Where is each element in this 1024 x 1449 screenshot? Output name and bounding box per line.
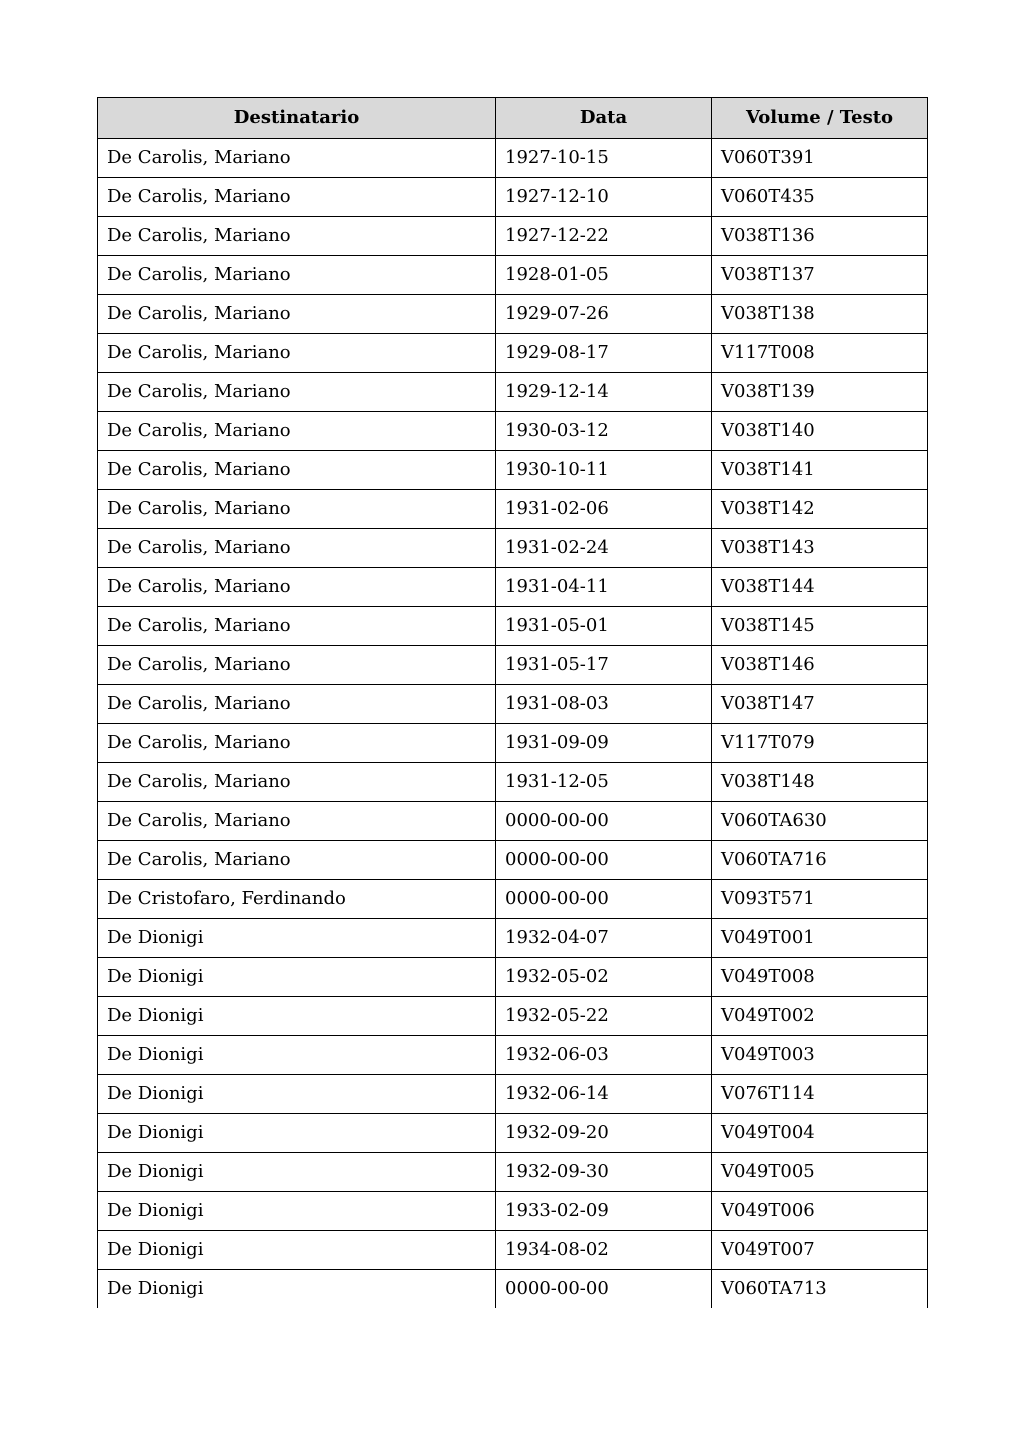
cell-destinatario: De Dionigi xyxy=(98,997,496,1036)
cell-destinatario: De Carolis, Mariano xyxy=(98,217,496,256)
table-body xyxy=(98,139,928,1309)
table-row xyxy=(98,451,928,490)
cell-volume-testo: V049T007 xyxy=(712,1231,928,1270)
cell-volume-testo: V038T142 xyxy=(712,490,928,529)
cell-destinatario: De Dionigi xyxy=(98,1114,496,1153)
cell-destinatario: De Carolis, Mariano xyxy=(98,763,496,802)
cell-volume-testo: V038T141 xyxy=(712,451,928,490)
cell-data: 1932-05-02 xyxy=(496,958,712,997)
cell-destinatario: De Carolis, Mariano xyxy=(98,802,496,841)
header-data: Data xyxy=(496,98,712,139)
cell-destinatario: De Dionigi xyxy=(98,1231,496,1270)
table-header xyxy=(98,98,928,139)
cell-volume-testo: V049T001 xyxy=(712,919,928,958)
cell-volume-testo: V038T138 xyxy=(712,295,928,334)
cell-volume-testo: V060T435 xyxy=(712,178,928,217)
header-volume-testo: Volume / Testo xyxy=(712,98,928,139)
table-row xyxy=(98,139,928,178)
cell-destinatario: De Carolis, Mariano xyxy=(98,256,496,295)
cell-destinatario: De Dionigi xyxy=(98,1192,496,1231)
cell-destinatario: De Dionigi xyxy=(98,1153,496,1192)
table-row xyxy=(98,1075,928,1114)
cell-volume-testo: V060TA713 xyxy=(712,1270,928,1309)
table-row xyxy=(98,256,928,295)
table-row xyxy=(98,646,928,685)
table-row xyxy=(98,685,928,724)
table-row xyxy=(98,1270,928,1309)
cell-data: 1932-09-30 xyxy=(496,1153,712,1192)
cell-data: 1934-08-02 xyxy=(496,1231,712,1270)
cell-volume-testo: V049T006 xyxy=(712,1192,928,1231)
cell-volume-testo: V049T002 xyxy=(712,997,928,1036)
cell-destinatario: De Carolis, Mariano xyxy=(98,334,496,373)
cell-data: 1928-01-05 xyxy=(496,256,712,295)
header-destinatario: Destinatario xyxy=(98,98,496,139)
cell-volume-testo: V038T140 xyxy=(712,412,928,451)
table-row xyxy=(98,1192,928,1231)
cell-data: 1929-12-14 xyxy=(496,373,712,412)
cell-destinatario: De Carolis, Mariano xyxy=(98,451,496,490)
cell-volume-testo: V038T137 xyxy=(712,256,928,295)
cell-data: 1930-10-11 xyxy=(496,451,712,490)
table-row xyxy=(98,919,928,958)
cell-volume-testo: V076T114 xyxy=(712,1075,928,1114)
cell-volume-testo: V049T003 xyxy=(712,1036,928,1075)
cell-data: 1927-12-22 xyxy=(496,217,712,256)
cell-data: 0000-00-00 xyxy=(496,1270,712,1309)
cell-data: 1929-07-26 xyxy=(496,295,712,334)
table-row xyxy=(98,295,928,334)
table-row xyxy=(98,724,928,763)
cell-volume-testo: V038T143 xyxy=(712,529,928,568)
cell-data: 1931-02-06 xyxy=(496,490,712,529)
cell-data: 1930-03-12 xyxy=(496,412,712,451)
table-row xyxy=(98,178,928,217)
cell-destinatario: De Dionigi xyxy=(98,1270,496,1309)
table-row xyxy=(98,841,928,880)
cell-data: 1932-06-14 xyxy=(496,1075,712,1114)
table-row xyxy=(98,607,928,646)
cell-data: 1931-09-09 xyxy=(496,724,712,763)
table-row xyxy=(98,1114,928,1153)
table-row xyxy=(98,1036,928,1075)
header-row xyxy=(98,98,928,139)
table-row xyxy=(98,802,928,841)
cell-data: 1931-02-24 xyxy=(496,529,712,568)
cell-destinatario: De Carolis, Mariano xyxy=(98,295,496,334)
cell-data: 0000-00-00 xyxy=(496,841,712,880)
cell-data: 1931-08-03 xyxy=(496,685,712,724)
cell-volume-testo: V038T146 xyxy=(712,646,928,685)
cell-data: 1931-12-05 xyxy=(496,763,712,802)
cell-destinatario: De Carolis, Mariano xyxy=(98,646,496,685)
cell-destinatario: De Carolis, Mariano xyxy=(98,841,496,880)
cell-destinatario: De Dionigi xyxy=(98,958,496,997)
cell-data: 1932-09-20 xyxy=(496,1114,712,1153)
cell-destinatario: De Carolis, Mariano xyxy=(98,529,496,568)
cell-destinatario: De Carolis, Mariano xyxy=(98,685,496,724)
cell-volume-testo: V049T005 xyxy=(712,1153,928,1192)
cell-destinatario: De Carolis, Mariano xyxy=(98,490,496,529)
table-row xyxy=(98,997,928,1036)
table-row xyxy=(98,334,928,373)
cell-data: 1931-05-17 xyxy=(496,646,712,685)
cell-destinatario: De Carolis, Mariano xyxy=(98,373,496,412)
cell-volume-testo: V038T145 xyxy=(712,607,928,646)
cell-data: 1929-08-17 xyxy=(496,334,712,373)
cell-data: 1927-10-15 xyxy=(496,139,712,178)
cell-data: 0000-00-00 xyxy=(496,802,712,841)
cell-destinatario: De Carolis, Mariano xyxy=(98,412,496,451)
cell-data: 1931-05-01 xyxy=(496,607,712,646)
cell-destinatario: De Carolis, Mariano xyxy=(98,139,496,178)
cell-destinatario: De Carolis, Mariano xyxy=(98,178,496,217)
table-row xyxy=(98,412,928,451)
cell-data: 1927-12-10 xyxy=(496,178,712,217)
table-row xyxy=(98,1231,928,1270)
cell-data: 1933-02-09 xyxy=(496,1192,712,1231)
cell-volume-testo: V038T147 xyxy=(712,685,928,724)
cell-data: 1932-05-22 xyxy=(496,997,712,1036)
cell-volume-testo: V038T148 xyxy=(712,763,928,802)
cell-volume-testo: V117T008 xyxy=(712,334,928,373)
cell-destinatario: De Carolis, Mariano xyxy=(98,724,496,763)
cell-volume-testo: V038T144 xyxy=(712,568,928,607)
cell-data: 1932-06-03 xyxy=(496,1036,712,1075)
cell-volume-testo: V049T004 xyxy=(712,1114,928,1153)
table-row xyxy=(98,880,928,919)
table-row xyxy=(98,958,928,997)
table-row xyxy=(98,490,928,529)
cell-volume-testo: V060TA716 xyxy=(712,841,928,880)
cell-data: 1932-04-07 xyxy=(496,919,712,958)
cell-destinatario: De Cristofaro, Ferdinando xyxy=(98,880,496,919)
cell-data: 1931-04-11 xyxy=(496,568,712,607)
table-row xyxy=(98,373,928,412)
letters-table xyxy=(97,97,928,1308)
cell-volume-testo: V093T571 xyxy=(712,880,928,919)
table-row xyxy=(98,763,928,802)
table-row xyxy=(98,529,928,568)
table-row xyxy=(98,1153,928,1192)
cell-volume-testo: V060TA630 xyxy=(712,802,928,841)
cell-destinatario: De Dionigi xyxy=(98,919,496,958)
table-row xyxy=(98,568,928,607)
cell-volume-testo: V038T139 xyxy=(712,373,928,412)
cell-volume-testo: V060T391 xyxy=(712,139,928,178)
cell-volume-testo: V117T079 xyxy=(712,724,928,763)
cell-destinatario: De Carolis, Mariano xyxy=(98,568,496,607)
cell-volume-testo: V049T008 xyxy=(712,958,928,997)
cell-volume-testo: V038T136 xyxy=(712,217,928,256)
cell-destinatario: De Dionigi xyxy=(98,1075,496,1114)
document-page xyxy=(97,97,927,1308)
cell-data: 0000-00-00 xyxy=(496,880,712,919)
table-row xyxy=(98,217,928,256)
cell-destinatario: De Dionigi xyxy=(98,1036,496,1075)
cell-destinatario: De Carolis, Mariano xyxy=(98,607,496,646)
